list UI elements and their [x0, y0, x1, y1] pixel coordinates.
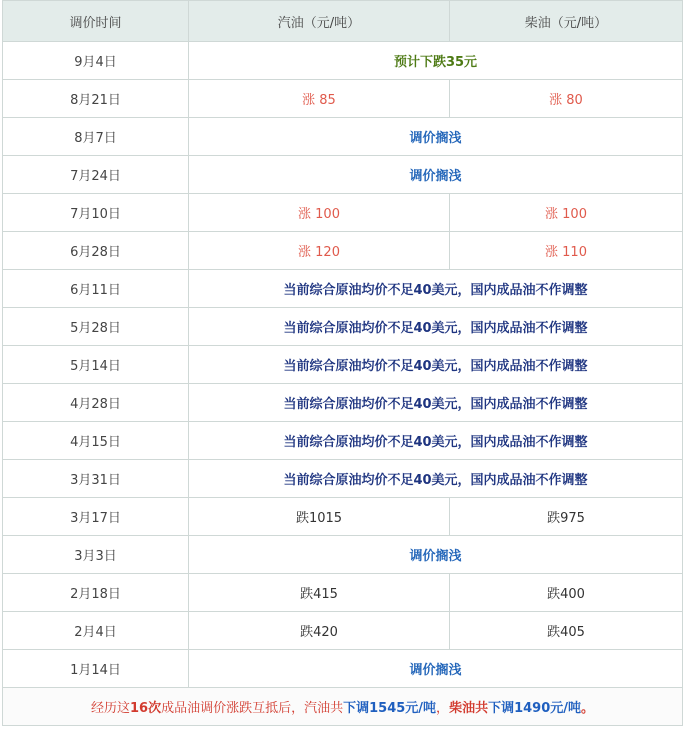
date-cell: 3月3日: [3, 536, 189, 574]
date-cell: 5月14日: [3, 346, 189, 384]
date-cell: 7月10日: [3, 194, 189, 232]
diesel-change-cell: 跌975: [450, 498, 683, 536]
date-cell: 1月14日: [3, 650, 189, 688]
date-cell: 3月31日: [3, 460, 189, 498]
table-row: [3, 194, 683, 232]
table-row: [3, 384, 683, 422]
table-row: [3, 270, 683, 308]
summary-part2: 次: [148, 701, 162, 716]
summary-part5: 柴油共: [449, 701, 489, 716]
table-row: [3, 346, 683, 384]
merged-note-cell: 调价搁浅: [189, 118, 683, 156]
summary-cell: [3, 688, 683, 726]
merged-note-cell: 当前综合原油均价不足40美元，国内成品油不作调整: [189, 308, 683, 346]
table-row: [3, 574, 683, 612]
merged-note-cell: 调价搁浅: [189, 156, 683, 194]
diesel-change-cell: 跌405: [450, 612, 683, 650]
header-date: 调价时间: [3, 1, 189, 42]
summary-count: 16: [129, 701, 149, 716]
table-row: [3, 612, 683, 650]
date-cell: 5月28日: [3, 308, 189, 346]
table-row: [3, 118, 683, 156]
table-body: [3, 42, 683, 688]
summary-gas-total: 下调1545元/吨: [343, 701, 437, 716]
date-cell: 3月17日: [3, 498, 189, 536]
table-row: [3, 232, 683, 270]
date-cell: 9月4日: [3, 42, 189, 80]
table-row: [3, 308, 683, 346]
gasoline-change-cell: 跌420: [189, 612, 450, 650]
summary-row: [3, 688, 683, 726]
gasoline-change-cell: 涨 100: [189, 194, 450, 232]
gasoline-change-cell: 涨 85: [189, 80, 450, 118]
table-row: [3, 42, 683, 80]
gasoline-change-cell: 跌415: [189, 574, 450, 612]
gasoline-change-cell: 涨 120: [189, 232, 450, 270]
table-row: [3, 80, 683, 118]
table-row: [3, 460, 683, 498]
price-adjustment-table-container: [2, 0, 682, 726]
summary-part4: ，: [436, 701, 450, 716]
merged-note-cell: 当前综合原油均价不足40美元，国内成品油不作调整: [189, 460, 683, 498]
header-gasoline: 汽油（元/吨）: [189, 1, 450, 42]
table-row: [3, 650, 683, 688]
diesel-change-cell: 涨 110: [450, 232, 683, 270]
date-cell: 7月24日: [3, 156, 189, 194]
merged-note-cell: 当前综合原油均价不足40美元，国内成品油不作调整: [189, 270, 683, 308]
table-row: [3, 536, 683, 574]
diesel-change-cell: 跌400: [450, 574, 683, 612]
summary-diesel-total: 下调1490元/吨: [488, 701, 582, 716]
gasoline-change-cell: 跌1015: [189, 498, 450, 536]
price-adjustment-table: [2, 0, 683, 726]
date-cell: 2月18日: [3, 574, 189, 612]
summary-part6: 。: [581, 701, 595, 716]
header-diesel: 柴油（元/吨）: [450, 1, 683, 42]
date-cell: 8月7日: [3, 118, 189, 156]
date-cell: 4月28日: [3, 384, 189, 422]
date-cell: 8月21日: [3, 80, 189, 118]
date-cell: 4月15日: [3, 422, 189, 460]
date-cell: 2月4日: [3, 612, 189, 650]
table-header-row: [3, 1, 683, 42]
merged-note-cell: 预计下跌35元: [189, 42, 683, 80]
merged-note-cell: 当前综合原油均价不足40美元，国内成品油不作调整: [189, 384, 683, 422]
merged-note-cell: 当前综合原油均价不足40美元，国内成品油不作调整: [189, 422, 683, 460]
date-cell: 6月11日: [3, 270, 189, 308]
table-row: [3, 498, 683, 536]
table-row: [3, 156, 683, 194]
summary-part1: 经历这: [90, 701, 130, 716]
date-cell: 6月28日: [3, 232, 189, 270]
diesel-change-cell: 涨 100: [450, 194, 683, 232]
summary-part3: 成品油调价涨跌互抵后，汽油共: [161, 701, 344, 716]
diesel-change-cell: 涨 80: [450, 80, 683, 118]
merged-note-cell: 调价搁浅: [189, 536, 683, 574]
merged-note-cell: 调价搁浅: [189, 650, 683, 688]
table-row: [3, 422, 683, 460]
merged-note-cell: 当前综合原油均价不足40美元，国内成品油不作调整: [189, 346, 683, 384]
